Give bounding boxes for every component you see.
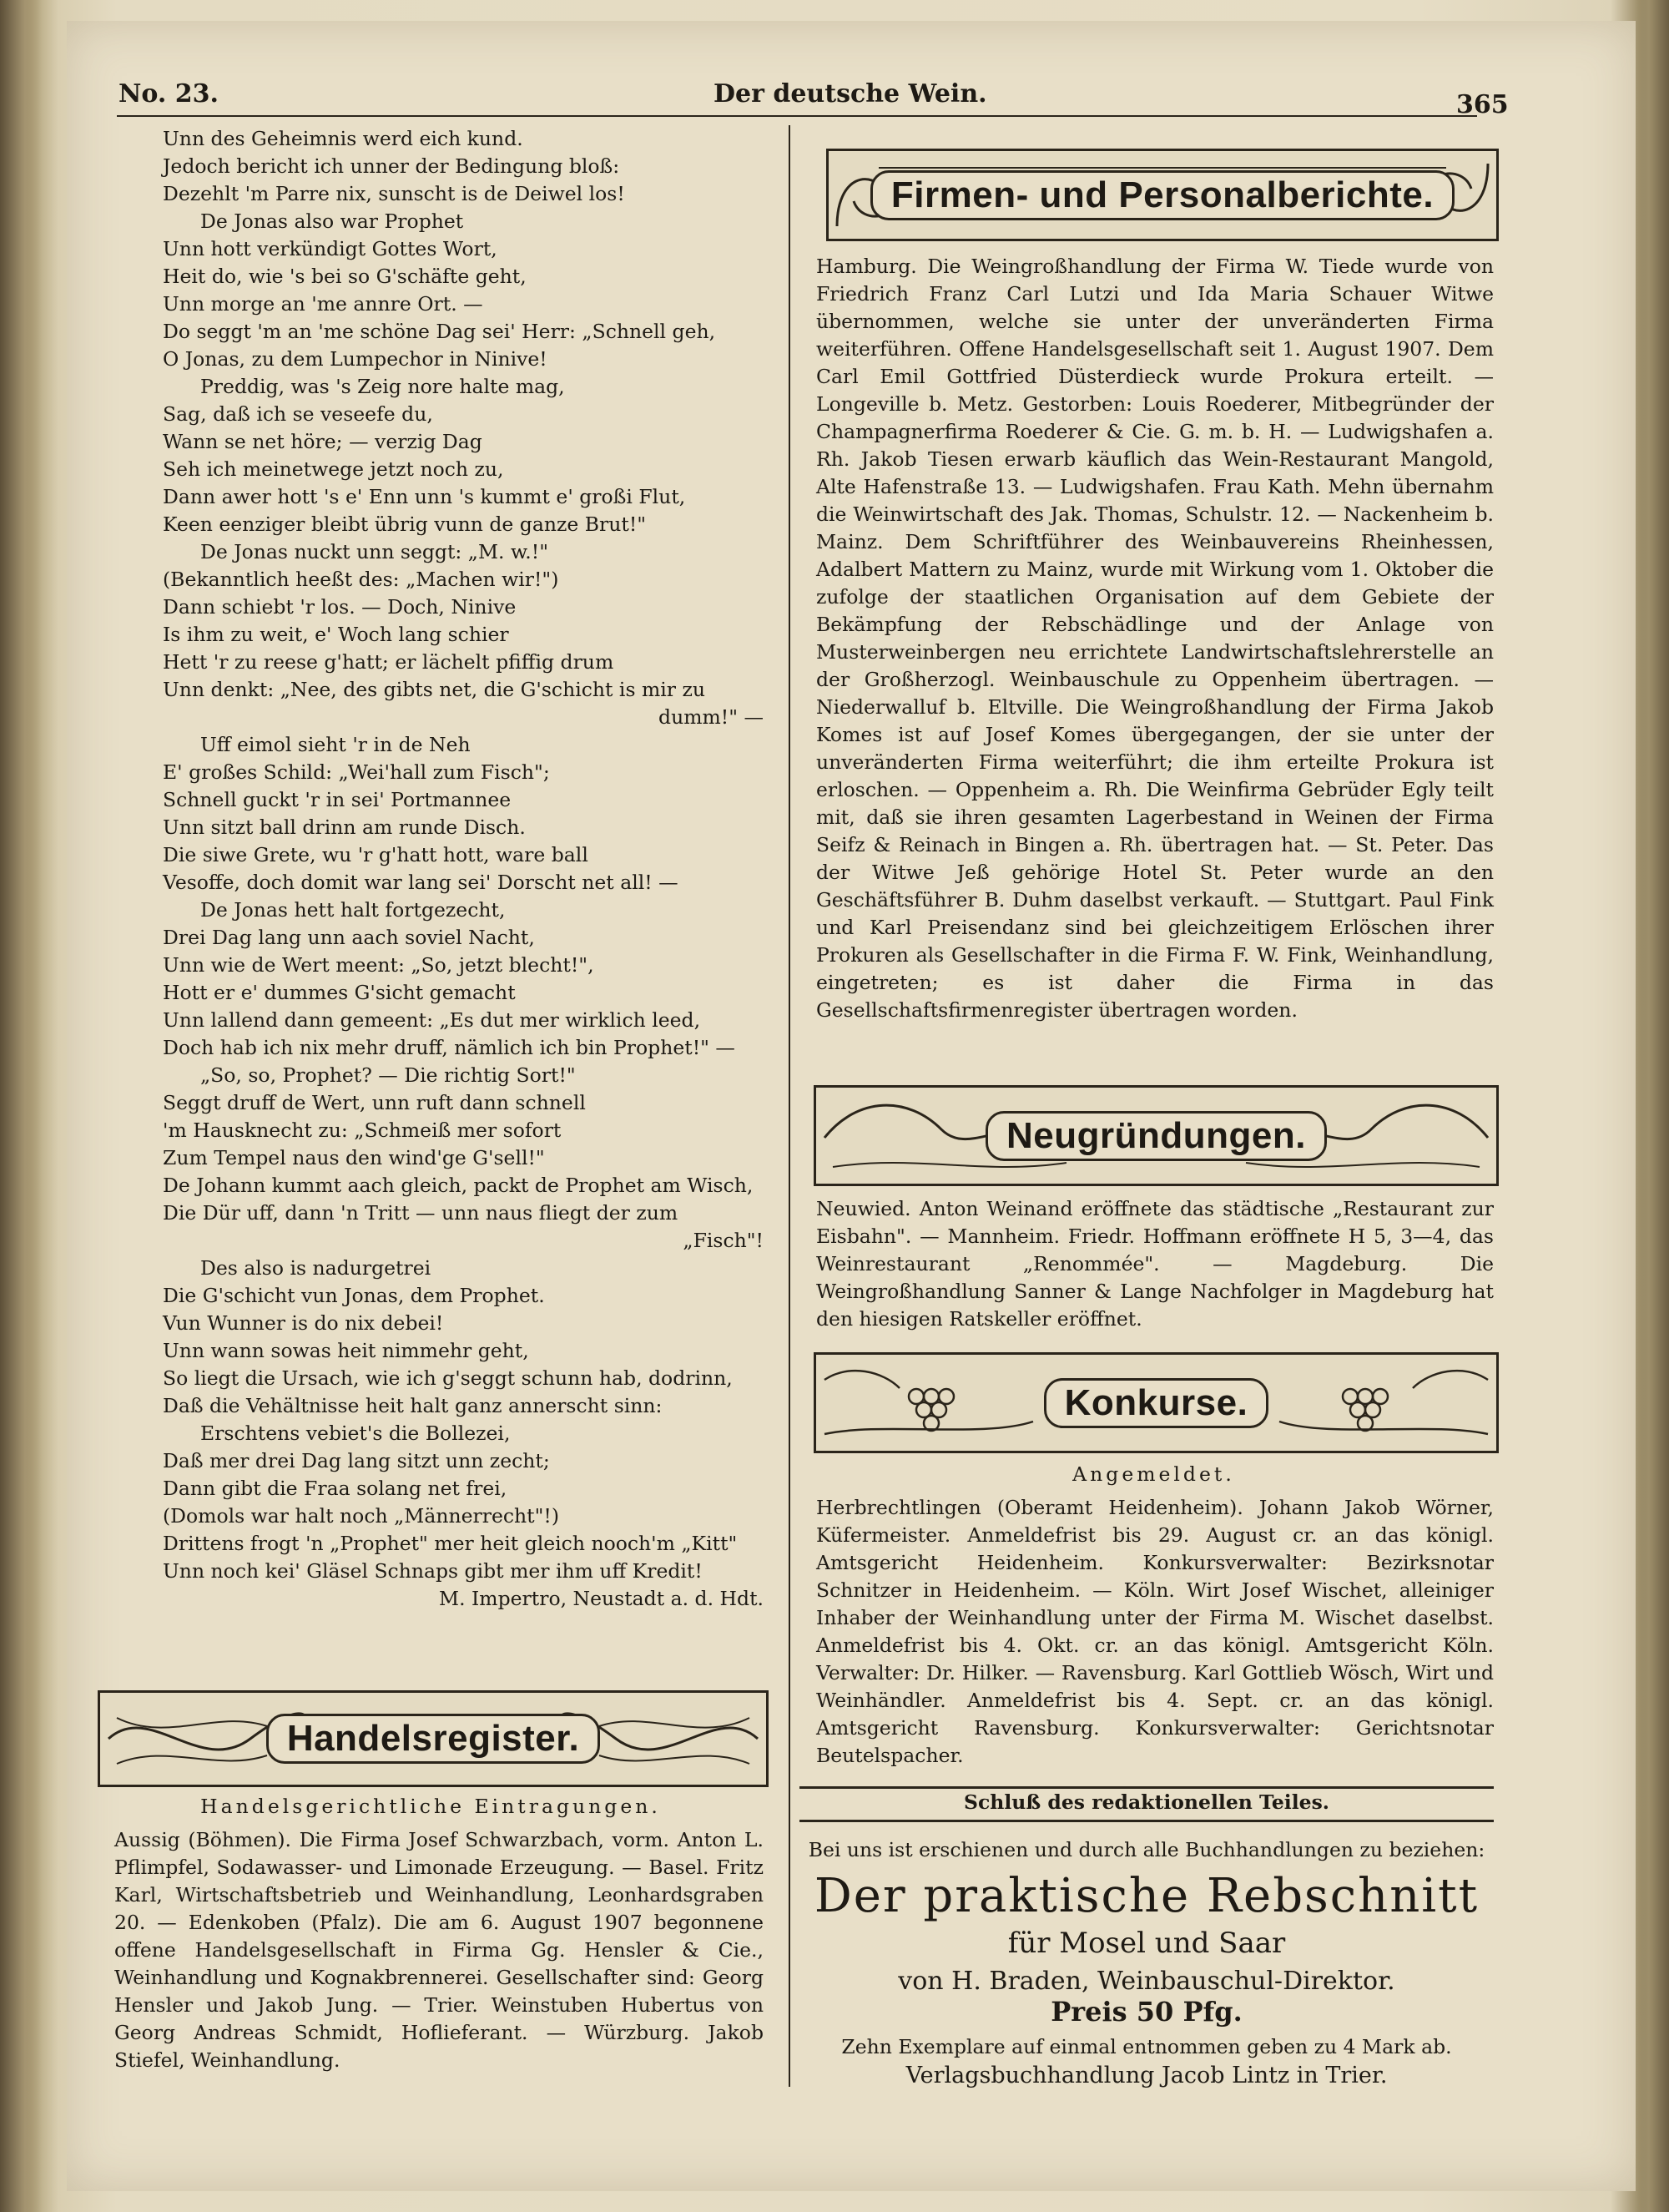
binding-fold xyxy=(0,0,42,2212)
journal-title: Der deutsche Wein. xyxy=(713,79,987,109)
poem-line: Unn des Geheimnis werd eich kund. xyxy=(163,127,523,150)
poem-line: De Jonas also war Prophet xyxy=(200,210,464,233)
poem-line: Wann se net höre; — verzig Dag xyxy=(163,430,482,453)
neugruendungen-banner xyxy=(814,1085,1499,1186)
end-rule-bottom xyxy=(799,1820,1494,1822)
poem-line: Unn sitzt ball drinn am runde Disch. xyxy=(163,816,526,839)
advert-intro: Bei uns ist erschienen und durch alle Buchhandlungen zu beziehen: xyxy=(808,1838,1485,1861)
poem-line: Unn hott verkündigt Gottes Wort, xyxy=(163,237,497,260)
poem-line: Die G'schicht vun Jonas, dem Prophet. xyxy=(163,1284,545,1307)
poem-line: Drittens frogt 'n „Prophet" mer heit gleich nooch'm „Kitt" xyxy=(163,1532,738,1555)
poem-line: Preddig, was 's Zeig nore halte mag, xyxy=(200,375,565,398)
poem-line: Seggt druff de Wert, unn ruft dann schnell xyxy=(163,1091,586,1114)
konkurse-text: Herbrechtlingen (Oberamt Heidenheim). Johann Jakob Wörner, Küfermeister. Anmeldefrist bis 29. August cr. an das königl. Amtsgericht Heidenheim. Konkursverwalter: Bezirksnotar Schnitzer in Heidenheim. — Köln. Wirt Josef Wischet, alleiniger Inhaber der Weinhandlung unter der Firma M. Wischet daselbst. Anmeldefrist bis 4. Okt. cr. an das königl. Amtsgericht Köln. Verwalter: Dr. Hilker. — Ravensburg. Karl Gottlieb Wösch, Wirt und Weinhändler. Anmeldefrist bis 4. Sept. cr. an das königl. Amtsgericht Ravensburg. Konkursverwalter: Gerichtsnotar Beutelspacher. xyxy=(816,1496,1494,1767)
poem-line: Unn wie de Wert meent: „So, jetzt blecht!", xyxy=(163,953,594,977)
poem-line: So liegt die Ursach, wie ich g'seggt schunn hab, dodrinn, xyxy=(163,1366,733,1390)
poem-line: Des also is nadurgetrei xyxy=(200,1256,431,1280)
neugruendungen-title: Neugründungen. xyxy=(986,1111,1327,1161)
poem-line: 'm Hausknecht zu: „Schmeiß mer sofort xyxy=(163,1119,562,1142)
poem-line: Dann schiebt 'r los. — Doch, Ninive xyxy=(163,595,517,619)
poem-line: Do seggt 'm an 'me schöne Dag sei' Herr: „Schnell geh, xyxy=(163,320,716,343)
poem-line: Unn wann sowas heit nimmehr geht, xyxy=(163,1339,529,1362)
poem-line: Unn noch kei' Gläsel Schnaps gibt mer ihm uff Kredit! xyxy=(163,1559,703,1583)
advert-publisher: Verlagsbuchhandlung Jacob Lintz in Trier. xyxy=(905,2063,1388,2088)
poem xyxy=(163,125,764,1613)
konkurse-banner xyxy=(814,1352,1499,1453)
poem-line: dumm!" — xyxy=(658,705,764,729)
poem-line: Is ihm zu weit, e' Woch lang schier xyxy=(163,623,509,646)
poem-line: O Jonas, zu dem Lumpechor in Ninive! xyxy=(163,347,547,371)
konkurse-title: Konkurse. xyxy=(1044,1378,1269,1428)
poem-line: Hett 'r zu reese g'hatt; er lächelt pfiffig drum xyxy=(163,650,614,674)
poem-line: Schnell guckt 'r in sei' Portmannee xyxy=(163,788,512,811)
poem-line: Dann awer hott 's e' Enn unn 's kummt e' großi Flut, xyxy=(163,485,686,508)
poem-line: Unn denkt: „Nee, des gibts net, die G'schicht is mir zu xyxy=(163,678,705,701)
poem-line: Dezehlt 'm Parre nix, sunscht is de Deiwel los! xyxy=(163,182,625,205)
firmen-text: Hamburg. Die Weingroßhandlung der Firma W. Tiede wurde von Friedrich Franz Carl Lutzi und Ida Maria Schauer Witwe übernommen, welche sie unter der unveränderten Firma weiterführen. Offene Handelsgesellschaft seit 1. August 1907. Dem Carl Emil Gottfried Düsterdieck wurde Prokura erteilt. — Longeville b. Metz. Gestorben: Louis Roederer, Mitbegründer der Champagnerfirma Roederer & Cie. G. m. b. H. — Ludwigshafen a. Rh. Jakob Tiesen erwarb käuflich das Wein-Restaurant Mangold, Alte Hafenstraße 13. — Ludwigshafen. Frau Kath. Mehn übernahm die Weinwirtschaft des Jak. Thomas, Schulstr. 12. — Nackenheim b. Mainz. Dem Schriftführer des Weinbauvereins Rheinhessen, Adalbert Mattern zu Mainz, wurde mit Wirkung vom 1. Oktober die zufolge der staatlichen Organisation auf dem Gebiete der Bekämpfung der Rebschädlinge und der Anlage von Musterweinbergen neu errichtete Landwirtschaftslehrerstelle an der Großherzogl. Weinbauschule zu Oppenheim übertragen. — Niederwalluf b. Eltville. Die Weingroßhandlung der Firma Jakob Komes ist auf Josef Komes übergegangen, der sie unter der unveränderten Firma weiterführt; die ihm erteilte Prokura ist erloschen. — Oppenheim a. Rh. Die Weinfirma Gebrüder Egly teilt mit, daß sie ihren gesamten Lagerbestand in Weinen der Firma Seifz & Reinach in Bingen a. Rh. übertragen hat. — St. Peter. Das der Witwe Jeß gehörige Hotel St. Peter wurde an den Geschäftsführer B. Duhm daselbst verkauft. — Stuttgart. Paul Fink und Karl Preisendanz sind bei gleichzeitigem Erlöschen ihrer Prokuren als Gesellschafter in die Firma F. W. Fink, Weinhandlung, eingetreten; es ist daher die Firma in das Gesellschaftsfirmenregister übertragen worden. xyxy=(816,255,1494,1022)
poem-line: Sag, daß ich se veseefe du, xyxy=(163,402,433,426)
advert-subtitle: für Mosel und Saar xyxy=(1007,1927,1286,1960)
handelsregister-text: Aussig (Böhmen). Die Firma Josef Schwarzbach, vorm. Anton L. Pflimpfel, Sodawasser- und Limonade Erzeugung. — Basel. Fritz Karl, Wirtschaftsbetrieb und Weinhandlung, Leonhardsgraben 20. — Edenkoben (Pfalz). Die am 6. August 1907 begonnene offene Handelsgesellschaft in Firma Gg. Hensler & Cie., Weinhandlung und Kognakbrennerei. Gesellschafter sind: Georg Hensler und Jakob Jung. — Trier. Weinstuben Hubertus von Georg Andreas Schmidt, Hoflieferant. — Würzburg. Jakob Stiefel, Weinhandlung. xyxy=(114,1828,764,2072)
konkurse-subtitle: Angemeldet. xyxy=(1072,1462,1235,1486)
issue-number: No. 23. xyxy=(118,79,219,109)
neugruendungen-text: Neuwied. Anton Weinand eröffnete das städtische „Restaurant zur Eisbahn". — Mannheim. Friedr. Hoffmann eröffnete H 5, 3—4, das Weinrestaurant „Renommée". — Magdeburg. Die Weingroßhandlung Sanner & Lange Nachfolger in Magdeburg hat den hiesigen Ratskeller eröffnet. xyxy=(816,1197,1494,1331)
end-note: Schluß des redaktionellen Teiles. xyxy=(963,1790,1329,1814)
poem-line: Unn morge an 'me annre Ort. — xyxy=(163,292,483,316)
advert-price: Preis 50 Pfg. xyxy=(1051,1996,1243,2028)
column-rule xyxy=(789,125,790,2087)
poem-line: E' großes Schild: „Wei'hall zum Fisch"; xyxy=(163,760,550,784)
poem-line: Uff eimol sieht 'r in de Neh xyxy=(200,733,471,756)
poem-line: Jedoch bericht ich unner der Bedingung bloß: xyxy=(163,154,620,178)
advert-author: von H. Braden, Weinbauschul-Direktor. xyxy=(898,1967,1395,1996)
poem-line: Vun Wunner is do nix debei! xyxy=(163,1311,444,1335)
poem-line: Vesoffe, doch domit war lang sei' Dorscht net all! — xyxy=(163,871,678,894)
poem-line: De Jonas hett halt fortgezecht, xyxy=(200,898,506,922)
poem-line: Die siwe Grete, wu 'r g'hatt hott, ware ball xyxy=(163,843,588,866)
poem-line: M. Impertro, Neustadt a. d. Hdt. xyxy=(439,1587,764,1610)
poem-line: Dann gibt die Fraa solang net frei, xyxy=(163,1477,507,1500)
poem-line: Zum Tempel naus den wind'ge G'sell!" xyxy=(163,1146,545,1169)
poem-line: (Domols war halt noch „Männerrecht"!) xyxy=(163,1504,560,1528)
header-rule xyxy=(117,115,1477,117)
handelsregister-title: Handelsregister. xyxy=(266,1714,600,1764)
poem-line: Hott er e' dummes G'sicht gemacht xyxy=(163,981,516,1004)
poem-line: „Fisch"! xyxy=(683,1229,764,1252)
poem-line: De Johann kummt aach gleich, packt de Prophet am Wisch, xyxy=(163,1174,754,1197)
firmen-banner xyxy=(826,149,1499,241)
poem-line: „So, so, Prophet? — Die richtig Sort!" xyxy=(200,1063,576,1087)
poem-line: Die Dür uff, dann 'n Tritt — unn naus fliegt der zum xyxy=(163,1201,678,1225)
advert-bulk-offer: Zehn Exemplare auf einmal entnommen geben zu 4 Mark ab. xyxy=(841,2035,1452,2058)
poem-line: Heit do, wie 's bei so G'schäfte geht, xyxy=(163,265,527,288)
poem-line: (Bekanntlich heeßt des: „Machen wir!") xyxy=(163,568,559,591)
poem-line: Doch hab ich nix mehr druff, nämlich ich bin Prophet!" — xyxy=(163,1036,735,1059)
poem-line: De Jonas nuckt unn seggt: „M. w.!" xyxy=(200,540,549,563)
poem-line: Erschtens vebiet's die Bollezei, xyxy=(200,1422,511,1445)
page-edge xyxy=(1636,0,1669,2212)
poem-line: Unn lallend dann gemeent: „Es dut mer wirklich leed, xyxy=(163,1008,701,1032)
poem-line: Daß die Vehältnisse heit halt ganz annerscht sinn: xyxy=(163,1394,663,1417)
poem-line: Drei Dag lang unn aach soviel Nacht, xyxy=(163,926,535,949)
handelsregister-banner xyxy=(98,1690,769,1787)
advert-title: Der praktische Rebschnitt xyxy=(814,1869,1480,1923)
handelsregister-subtitle: Handelsgerichtliche Eintragungen. xyxy=(200,1795,661,1818)
poem-line: Keen eenziger bleibt übrig vunn de ganze Brut!" xyxy=(163,513,647,536)
poem-line: Daß mer drei Dag lang sitzt unn zecht; xyxy=(163,1449,550,1472)
page-number: 365 xyxy=(1456,90,1509,119)
firmen-title: Firmen- und Personalberichte. xyxy=(870,170,1455,220)
poem-line: Seh ich meinetwege jetzt noch zu, xyxy=(163,457,504,481)
